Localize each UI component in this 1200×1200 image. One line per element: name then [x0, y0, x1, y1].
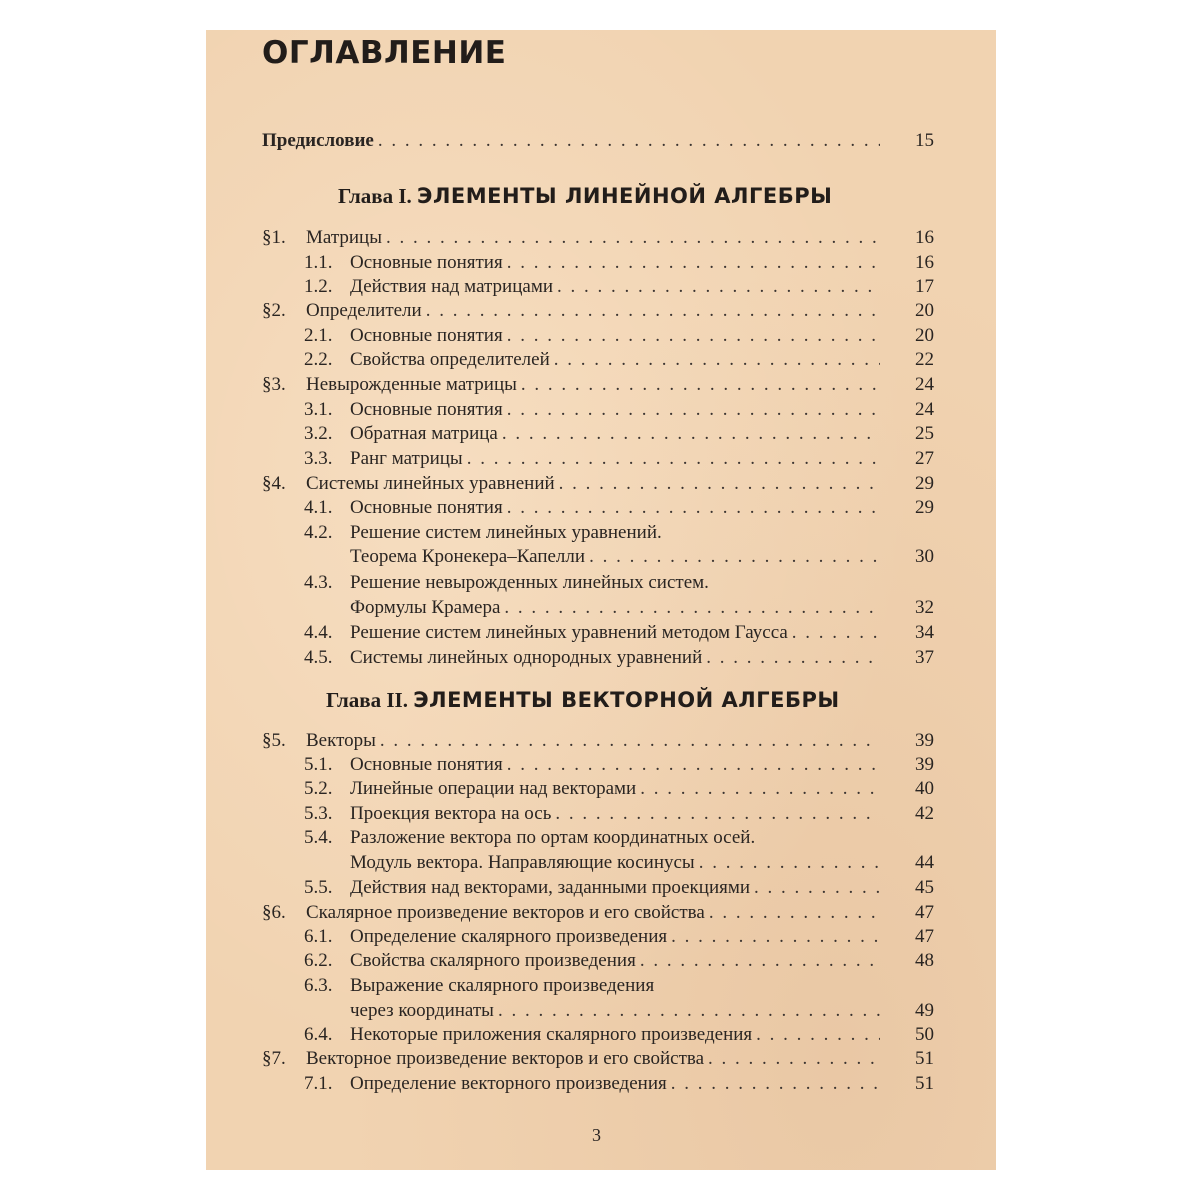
- chapter-prefix: Глава II.: [326, 688, 408, 712]
- entry-page: 49: [915, 1000, 934, 1021]
- entry-number: §7.: [262, 1048, 286, 1069]
- entry-number: 4.1.: [304, 497, 333, 518]
- entry-number: §5.: [262, 730, 286, 751]
- entry-page: 37: [915, 647, 934, 668]
- entry-title-continuation: Модуль вектора. Направляющие косинусы: [350, 852, 695, 873]
- entry-number: 2.1.: [304, 325, 333, 346]
- toc-entry: [0, 421, 1200, 447]
- leader-dots: [589, 544, 880, 570]
- toc-entry: [0, 924, 1200, 950]
- leader-dots: [699, 850, 880, 876]
- entry-title: Системы линейных однородных уравнений: [350, 647, 703, 668]
- toc-entry: [0, 620, 1200, 646]
- entry-page: 47: [915, 902, 934, 923]
- entry-page: 17: [915, 276, 934, 297]
- leader-dots: [640, 776, 880, 802]
- entry-title-continuation: Формулы Крамера: [350, 597, 501, 618]
- entry-page: 39: [915, 730, 934, 751]
- toc-entry: [0, 825, 1200, 851]
- toc-entry-continuation: [0, 544, 1200, 570]
- entry-title: Свойства скалярного произведения: [350, 950, 636, 971]
- entry-title: Системы линейных уравнений: [306, 473, 555, 494]
- chapter-heading-2: [326, 688, 840, 713]
- entry-page: 16: [915, 227, 934, 248]
- chapter-heading-1: [338, 184, 832, 209]
- entry-title: Невырожденные матрицы: [306, 374, 517, 395]
- leader-dots: [754, 875, 880, 901]
- toc-entry: [0, 250, 1200, 276]
- leader-dots: [426, 298, 880, 324]
- leader-dots: [706, 645, 880, 671]
- leader-dots: [504, 595, 880, 621]
- toc-entry-continuation: [0, 850, 1200, 876]
- entry-page: 24: [915, 374, 934, 395]
- entry-page: 20: [915, 300, 934, 321]
- entry-title: Матрицы: [306, 227, 382, 248]
- entry-page: 40: [915, 778, 934, 799]
- toc-entry: [0, 495, 1200, 521]
- entry-title: Проекция вектора на ось: [350, 803, 552, 824]
- entry-title: Ранг матрицы: [350, 448, 463, 469]
- page-heading: ОГЛАВЛЕНИЕ: [262, 35, 507, 71]
- toc-entry: [0, 900, 1200, 926]
- entry-page: 50: [915, 1024, 934, 1045]
- entry-title: Действия над векторами, заданными проекциями: [350, 877, 751, 898]
- entry-number: 6.2.: [304, 950, 333, 971]
- entry-title: Свойства определителей: [350, 349, 550, 370]
- entry-number: §1.: [262, 227, 286, 248]
- entry-title: Предисловие: [262, 130, 374, 151]
- leader-dots: [378, 128, 880, 154]
- entry-number: 3.3.: [304, 448, 333, 469]
- entry-title: Основные понятия: [350, 754, 503, 775]
- leader-dots: [640, 948, 880, 974]
- toc-entry: [0, 801, 1200, 827]
- entry-number: 7.1.: [304, 1073, 333, 1094]
- leader-dots: [557, 274, 880, 300]
- entry-page: 27: [915, 448, 934, 469]
- toc-entry: [0, 1071, 1200, 1097]
- chapter-title: ЭЛЕМЕНТЫ ЛИНЕЙНОЙ АЛГЕБРЫ: [417, 184, 833, 208]
- entry-page: 16: [915, 252, 934, 273]
- entry-page: 25: [915, 423, 934, 444]
- entry-page: 29: [915, 497, 934, 518]
- leader-dots: [709, 900, 880, 926]
- toc-entry-continuation: [0, 595, 1200, 621]
- entry-number: 4.3.: [304, 572, 333, 593]
- entry-number: 3.2.: [304, 423, 333, 444]
- entry-number: §2.: [262, 300, 286, 321]
- toc-entry: [0, 973, 1200, 999]
- entry-number: 5.1.: [304, 754, 333, 775]
- leader-dots: [386, 225, 880, 251]
- toc-entry: [0, 752, 1200, 778]
- entry-title: Векторное произведение векторов и его свойства: [306, 1048, 705, 1069]
- leader-dots: [521, 372, 880, 398]
- leader-dots: [671, 1071, 880, 1097]
- entry-page: 51: [915, 1073, 934, 1094]
- leader-dots: [792, 620, 880, 646]
- entry-number: 4.5.: [304, 647, 333, 668]
- leader-dots: [507, 495, 880, 521]
- toc-entry-preface: [0, 128, 1200, 154]
- entry-number: 5.3.: [304, 803, 333, 824]
- chapter-prefix: Глава I.: [338, 184, 412, 208]
- leader-dots: [708, 1046, 880, 1072]
- leader-dots: [467, 446, 880, 472]
- entry-page: 51: [915, 1048, 934, 1069]
- entry-page: 42: [915, 803, 934, 824]
- entry-title: Выражение скалярного произведения: [350, 975, 655, 996]
- leader-dots: [380, 728, 880, 754]
- chapter-title: ЭЛЕМЕНТЫ ВЕКТОРНОЙ АЛГЕБРЫ: [413, 688, 840, 712]
- entry-page: 32: [915, 597, 934, 618]
- entry-title: Векторы: [306, 730, 376, 751]
- entry-page: 29: [915, 473, 934, 494]
- entry-title: Действия над матрицами: [350, 276, 554, 297]
- entry-number: 2.2.: [304, 349, 333, 370]
- toc-entry: [0, 948, 1200, 974]
- toc-entry: [0, 347, 1200, 373]
- entry-number: 6.4.: [304, 1024, 333, 1045]
- entry-title: Некоторые приложения скалярного произведения: [350, 1024, 753, 1045]
- entry-number: §4.: [262, 473, 286, 494]
- entry-page: 22: [915, 349, 934, 370]
- entry-number: 5.5.: [304, 877, 333, 898]
- leader-dots: [671, 924, 880, 950]
- toc-entry: [0, 298, 1200, 324]
- entry-page: 34: [915, 622, 934, 643]
- entry-number: 1.2.: [304, 276, 333, 297]
- leader-dots: [502, 421, 880, 447]
- entry-title: Определение векторного произведения: [350, 1073, 667, 1094]
- leader-dots: [554, 347, 880, 373]
- entry-page: 44: [915, 852, 934, 873]
- leader-dots: [555, 801, 880, 827]
- leader-dots: [507, 752, 880, 778]
- leader-dots: [498, 998, 880, 1024]
- entry-number: 6.3.: [304, 975, 333, 996]
- entry-title: Разложение вектора по ортам координатных осей.: [350, 827, 756, 848]
- toc-entry: [0, 1022, 1200, 1048]
- toc-entry: [0, 570, 1200, 596]
- toc-entry: [0, 372, 1200, 398]
- toc-entry: [0, 728, 1200, 754]
- entry-number: 5.2.: [304, 778, 333, 799]
- entry-number: 1.1.: [304, 252, 333, 273]
- page-number: 3: [592, 1125, 601, 1145]
- entry-number: 3.1.: [304, 399, 333, 420]
- toc-entry: [0, 645, 1200, 671]
- entry-page: 39: [915, 754, 934, 775]
- entry-number: §3.: [262, 374, 286, 395]
- entry-page: 30: [915, 546, 934, 567]
- entry-number: 4.2.: [304, 522, 333, 543]
- entry-title: Обратная матрица: [350, 423, 498, 444]
- entry-title: Основные понятия: [350, 497, 503, 518]
- entry-number: 6.1.: [304, 926, 333, 947]
- toc-entry: [0, 520, 1200, 546]
- entry-title: Основные понятия: [350, 252, 503, 273]
- entry-number: 5.4.: [304, 827, 333, 848]
- leader-dots: [559, 471, 880, 497]
- entry-page: 15: [915, 130, 934, 151]
- leader-dots: [507, 397, 880, 423]
- entry-title: Определение скалярного произведения: [350, 926, 668, 947]
- entry-page: 45: [915, 877, 934, 898]
- entry-number: 4.4.: [304, 622, 333, 643]
- entry-page: 20: [915, 325, 934, 346]
- entry-title: Решение систем линейных уравнений.: [350, 522, 662, 543]
- entry-title: Решение невырожденных линейных систем.: [350, 572, 709, 593]
- toc-entry-continuation: [0, 998, 1200, 1024]
- toc-entry: [0, 274, 1200, 300]
- entry-title: Основные понятия: [350, 399, 503, 420]
- leader-dots: [756, 1022, 880, 1048]
- entry-title: Скалярное произведение векторов и его свойства: [306, 902, 705, 923]
- entry-title: Определители: [306, 300, 422, 321]
- toc-entry: [0, 471, 1200, 497]
- toc-entry: [0, 776, 1200, 802]
- entry-title-continuation: через координаты: [350, 1000, 494, 1021]
- entry-number: §6.: [262, 902, 286, 923]
- toc-entry: [0, 323, 1200, 349]
- entry-title: Решение систем линейных уравнений методом Гаусса: [350, 622, 788, 643]
- entry-page: 48: [915, 950, 934, 971]
- toc-entry: [0, 397, 1200, 423]
- entry-title-continuation: Теорема Кронекера–Капелли: [350, 546, 586, 567]
- entry-page: 47: [915, 926, 934, 947]
- toc-entry: [0, 446, 1200, 472]
- toc-entry: [0, 1046, 1200, 1072]
- entry-page: 24: [915, 399, 934, 420]
- entry-title: Основные понятия: [350, 325, 503, 346]
- leader-dots: [507, 323, 880, 349]
- toc-entry: [0, 875, 1200, 901]
- toc-entry: [0, 225, 1200, 251]
- leader-dots: [507, 250, 880, 276]
- entry-title: Линейные операции над векторами: [350, 778, 637, 799]
